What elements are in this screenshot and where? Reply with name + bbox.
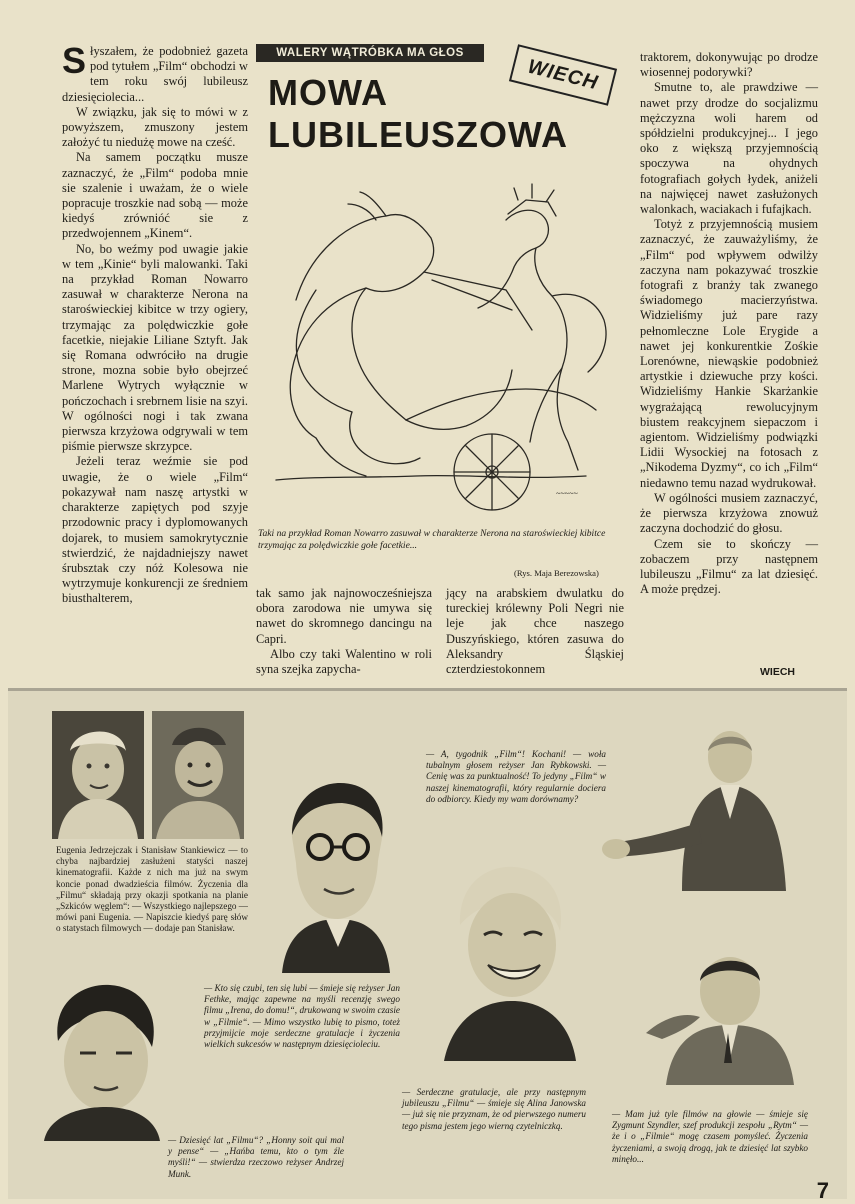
caption-szyndler	[612, 1109, 808, 1165]
paragraph: jący na arabskiem dwulatku do tureckiej królewny Poli Negri nie leje jak chce naszego Duszyńskiego, któren zasuwa do Aleksandry Śląskiej czterdziestokonnem	[446, 586, 624, 677]
caption-text: — Dziesięć lat „Filmu“? „Honny soit qui mal y pense“ — „Hańba temu, kto o tym źle myśli!“ — stwierdza rzeczowo reżyser Andrzej Munk.	[168, 1135, 344, 1179]
paragraph: Smutne to, ale prawdziwe — nawet przy drodze do socjalizmu mężczyzna woli harem od spółdzielni produkcyjnej... I jego oko z większą przyjemnością spoczywa na ohydnych fotografiach gołych łydek, aniżeli na najwięcej nawet zasłużonych walonkach, waciakach i fufajkach.	[640, 80, 818, 217]
paragraph: No, bo weźmy pod uwagie jakie w tem „Kinie“ byli malowanki. Taki na przykład Roman Nowarro zasuwał w charakterze Nerona na staroświeckiej kibitce w trzy ogiery, trzymając za polędwiczkie gołe facetkie, niejakie Liliane Sztyft. Jak się Romana odwróciło na drugie strone, mozna sobie było obejrzeć Marlene Wytrych wyłącznie w pończochach i srebrnem lisie na szyi. W ogólności nogi i tak zwana pierwsza krzyżowa odgrywali w tem piśmie pierwsze skrzypce.	[62, 241, 248, 454]
caption-text: — Kto się czubi, ten się lubi — śmieje się reżyser Jan Fethke, mając zapewne na myśli recenzję swego filmu „Irena, do domu!“, drukowaną w swoim czasie w „Filmie“. — Mimo wszystko lubię to pismo, toteż przyjmijcie moje serdeczne gratulacje i życzenia wielkich sukcesów w następnym dziesięcioleciu.	[204, 983, 400, 1050]
paragraph: Na samem początku musze zaznaczyć, że „Film“ podoba mnie sie szalenie i uważam, że o wiele popracuje troszkie nad sobą — może kiedyś zrównióć sie z przedwojennem „Kinem“.	[62, 150, 248, 241]
caption-rybkowski	[426, 749, 606, 805]
article-column-2	[256, 586, 432, 677]
paragraph: W ogólności musiem zaznaczyć, że pierwsza krzyżowa znowuż zaczyna dochodzić do głosu.	[640, 490, 818, 536]
caption-fethke	[204, 983, 400, 1050]
paragraph: Czem sie to skończy — zobaczem przy następnem lubileuszu „Filmu“ za lat dziesięć. A może prędzej.	[640, 536, 818, 597]
caption-text: — A, tygodnik „Film“! Kochani! — woła tubalnym głosem reżyser Jan Rybkowski. — Cenię was za punktualność! To jedyny „Film“ w naszej kinematografii, który regularnie dociera do odbiorcy. Kiedy my wam dorównamy?	[426, 749, 606, 804]
headline-line: LUBILEUSZOWA	[268, 114, 568, 155]
paragraph: Jeżeli teraz weźmie sie pod uwagie, że o wiele „Film“ pokazywał nam naszę artystki w charakterze zapiętych pod szyje przodownic pracy i dyplomowanych dojarek, to musiem samokrytycznie stwierdzić, że najdadniejszy nawet śrubsztak czy nóż Kolesowa nie wytrzymuje konkurencji ze średniem biusthalterem,	[62, 454, 248, 606]
photo-eugenia-jedrzejczak	[52, 711, 144, 839]
section-tag: WALERY WĄTRÓBKA MA GŁOS	[256, 44, 484, 62]
article-column-3	[446, 586, 624, 677]
paragraph: Albo czy taki Walentino w roli syna szejka zapycha-	[256, 646, 432, 677]
chariot-illustration	[256, 180, 626, 520]
photo-stanislaw-stankiewicz	[152, 711, 244, 839]
drop-cap: S	[62, 40, 87, 81]
photo-zygmunt-szyndler	[626, 941, 798, 1085]
article-column-4	[640, 50, 818, 597]
illustration-credit: (Rys. Maja Berezowska)	[514, 568, 599, 578]
paragraph: W związku, jak się to mówi w z powyższem, zmuszony jestem założyć tu niedużę mowe na cześć.	[62, 104, 248, 150]
svg-text:~~~~~: ~~~~~	[556, 489, 578, 498]
illustration-caption: Taki na przykład Roman Nowarro zasuwał w charakterze Nerona na staroświeckiej kibitce trzymając za polędwiczkie gołe facetkie...	[258, 528, 606, 551]
photo-jan-fethke	[282, 777, 390, 973]
photo-andrzej-munk	[44, 981, 160, 1141]
article-column-1	[62, 40, 248, 607]
paragraph: Totyż z przyjemnością musiem zaznaczyć, że zauważyliśmy, że „Film“ pod wpływem odwilży zaczyna nam pokazywać troszkie fotografi z branży tak zwanego świadomego macierzyństwa. Widzieliśmy już pare razy pełnomleczne Lole Erygide a nawet jej konkurentkie Zośkie Lorenówne, niewąskie podobnież artystkie i dziewuche przy kości. Widzieliśmy Hankie Skarżankie wygrażającą rewolucyjnym biustem reakcyjnem siepaczom i agientom. Widzieliśmy podwiązki Lidii Wysockiej na fotosach z „Nikodema Dyzmy“, co ich „Film“ niedawno temu nazad wydrukował.	[640, 217, 818, 490]
author-stamp: WIECH	[509, 44, 617, 106]
page-number: 7	[816, 1178, 829, 1203]
photo-jan-rybkowski	[602, 727, 808, 891]
paragraph: łyszałem, że podobnież gazeta pod tytułem „Film“ obchodzi w tem roku swój lubileusz dziesięciolecia...	[62, 44, 248, 104]
paragraph: tak samo jak najnowocześniejsza obora zarodowa nie umywa się nawet do skromnego dancingu na Capri.	[256, 586, 432, 646]
caption-janowska	[402, 1087, 586, 1132]
caption-statysci	[56, 845, 248, 935]
headline-line: MOWA	[268, 72, 388, 113]
caption-text: — Serdeczne gratulacje, ale przy następnym jubileuszu „Filmu“ — śmieje się Alina Janowska — już się nie przyznam, że od pierwszego numeru tego pisma jestem jego wierną czytelniczką.	[402, 1087, 586, 1131]
caption-text: — Mam już tyle filmów na głowie — śmieje się Zygmunt Szyndler, szef produkcji zespołu „Rytm“ — że i o „Filmie“ mogę czasem pomyśleć. Życzenia życzeniami, a swoją drogą, jak te dziesięć lat szybko minęło...	[612, 1109, 808, 1164]
caption-munk	[168, 1135, 344, 1180]
paragraph: traktorem, dokonywując po drodze wiosennej podorywki?	[640, 50, 818, 80]
photo-alina-janowska	[444, 861, 576, 1061]
chariot-drawing	[256, 180, 626, 520]
caption-text: Eugenia Jedrzejczak i Stanisław Stankiewicz — to chyba najbardziej zasłużeni statyści naszej kinematografii. Każde z nich ma już na swym koncie ponad dwadzieścia filmów. Życzenia dla „Filmu“ składają przy okazji spotkania na planie „Szkiców węglem“: — Wszystkiego najlepszego — mówi pani Eugenia. — Napiszcie kiedyś parę słów o statystach filmowych — dodaje pan Stanisław.	[56, 845, 248, 934]
article-signature: WIECH	[760, 666, 795, 678]
photo-feature	[8, 688, 847, 1199]
